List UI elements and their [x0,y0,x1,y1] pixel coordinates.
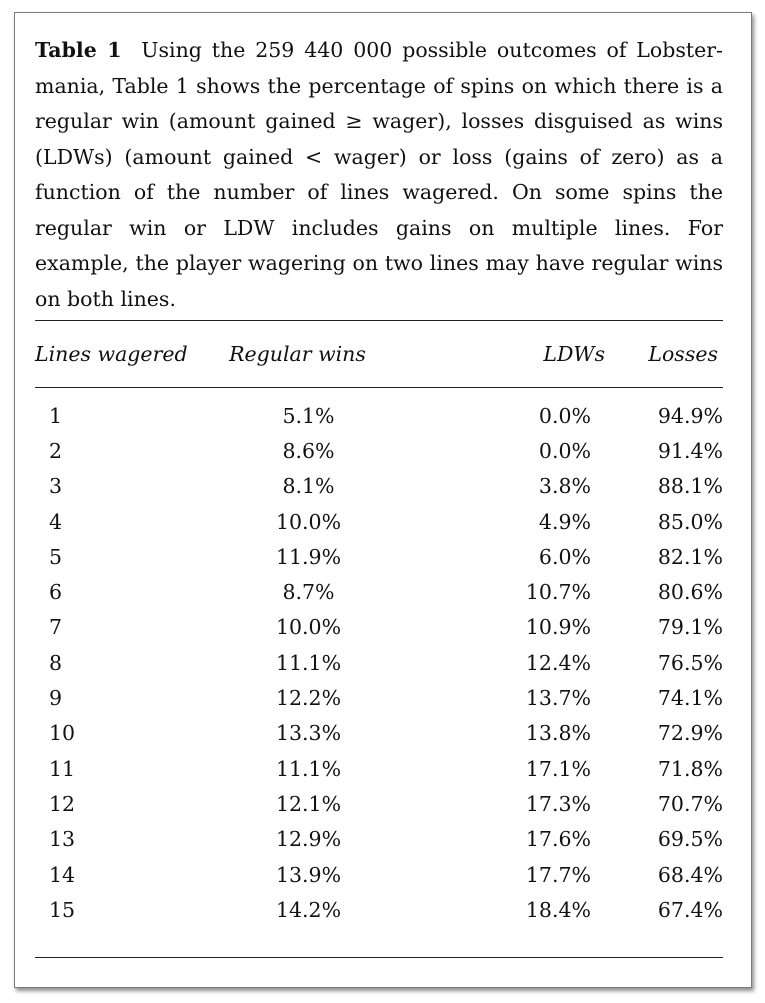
cell-losses: 68.4% [657,862,723,887]
cell-regular-wins: 12.1% [275,791,342,816]
cell-losses: 88.1% [657,474,723,499]
cell-lines: 6 [49,580,63,605]
cell-ldws: 10.9% [525,615,591,640]
cell-regular-wins: 14.2% [275,897,342,922]
cell-ldws: 10.7% [525,580,591,605]
table-row [35,751,723,786]
cell-regular-wins: 13.3% [275,721,342,746]
cell-losses: 71.8% [657,756,723,781]
cell-lines: 1 [49,403,63,428]
table-row [35,680,723,715]
cell-losses: 69.5% [657,827,723,852]
cell-ldws: 18.4% [525,897,591,922]
cell-ldws: 17.7% [525,862,591,887]
cell-ldws: 13.7% [525,686,591,711]
cell-regular-wins: 8.7% [282,580,335,605]
table-row [35,610,723,645]
cell-regular-wins: 12.2% [275,686,342,711]
cell-ldws: 3.8% [538,474,591,499]
cell-ldws: 0.0% [538,438,591,463]
header-row [35,336,723,372]
table-label: Table 1 [35,38,122,62]
cell-lines: 2 [49,438,63,463]
table-row [35,504,723,539]
cell-losses: 79.1% [657,615,723,640]
table-row [35,433,723,468]
table-row [35,645,723,680]
cell-regular-wins: 10.0% [275,509,342,534]
cell-regular-wins: 13.9% [275,862,342,887]
cell-losses: 91.4% [657,438,723,463]
column-header-lines: Lines wagered [35,342,188,366]
cell-losses: 67.4% [657,897,723,922]
column-header-regular-wins: Regular wins [229,342,366,366]
cell-regular-wins: 11.1% [275,650,342,675]
cell-lines: 3 [49,474,63,499]
cell-losses: 72.9% [657,721,723,746]
table-row [35,574,723,609]
cell-ldws: 13.8% [525,721,591,746]
cell-ldws: 12.4% [525,650,591,675]
cell-lines: 15 [49,897,76,922]
data-table [35,336,723,927]
cell-ldws: 17.1% [525,756,591,781]
cell-lines: 9 [49,686,63,711]
cell-losses: 80.6% [657,580,723,605]
cell-regular-wins: 5.1% [282,403,335,428]
bottom-rule [35,957,723,958]
table-row [35,892,723,927]
table-row [35,539,723,574]
cell-losses: 74.1% [657,686,723,711]
table-row [35,822,723,857]
cell-regular-wins: 12.9% [275,827,342,852]
cell-lines: 8 [49,650,63,675]
cell-ldws: 6.0% [538,544,591,569]
cell-ldws: 17.6% [525,827,591,852]
cell-losses: 94.9% [657,403,723,428]
cell-regular-wins: 10.0% [275,615,342,640]
cell-lines: 14 [49,862,76,887]
cell-lines: 4 [49,509,63,534]
table-row [35,716,723,751]
cell-losses: 76.5% [657,650,723,675]
cell-lines: 5 [49,544,63,569]
cell-ldws: 0.0% [538,403,591,428]
cell-regular-wins: 11.1% [275,756,342,781]
column-header-losses: Losses [648,342,718,366]
cell-lines: 11 [49,756,76,781]
cell-losses: 85.0% [657,509,723,534]
cell-losses: 70.7% [657,791,723,816]
cell-lines: 10 [49,721,76,746]
cell-ldws: 4.9% [538,509,591,534]
table-caption [35,33,723,317]
column-header-ldws: LDWs [543,342,605,366]
table-caption-text: Using the 259 440 000 possible outcomes of Lobster-mania, Table 1 shows the percentage of spins on which there is a regular win (amount gained ≥ wager), losses disguised as wins (LDWs) (amount gained < wager) or loss (gains of zero) as a function of the number of lines wagered. On some spins the regular win or LDW includes gains on multiple lines. For example, the player wagering on two lines may have regular wins on both lines. [35,38,723,311]
top-rule [35,320,723,321]
table-row [35,786,723,821]
table-figure [14,12,752,988]
table-row [35,857,723,892]
table-row [35,469,723,504]
cell-lines: 12 [49,791,76,816]
cell-regular-wins: 11.9% [275,544,342,569]
table-body [35,372,723,927]
cell-ldws: 17.3% [525,791,591,816]
table-row [35,372,723,433]
cell-regular-wins: 8.1% [282,474,335,499]
cell-regular-wins: 8.6% [282,438,335,463]
cell-lines: 13 [49,827,76,852]
cell-lines: 7 [49,615,63,640]
cell-losses: 82.1% [657,544,723,569]
